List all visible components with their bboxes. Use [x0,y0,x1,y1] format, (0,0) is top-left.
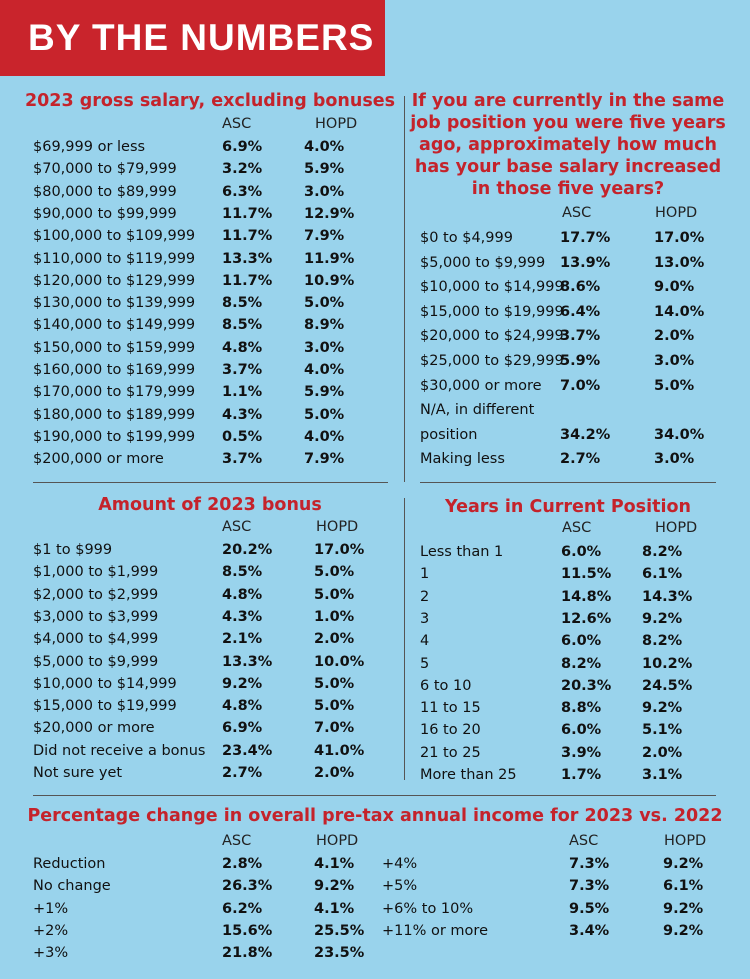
table-row [33,448,393,470]
value-hopd: 24.5% [642,677,693,694]
value-hopd: 9.2% [314,878,355,895]
table-row [420,608,720,630]
row-label: $10,000 to $14,999 [33,675,177,692]
table-row [33,181,393,203]
value-hopd: 3.0% [304,183,345,200]
value-hopd: 6.1% [642,566,683,583]
value-asc: 3.7% [222,451,263,468]
banner-title: BY THE NUMBERS [0,0,385,76]
table-row [420,252,720,274]
table-row [420,653,720,675]
value-asc: 7.0% [560,377,601,394]
value-hopd: 3.0% [654,353,695,369]
table-row [33,740,393,762]
row-label: $10,000 to $14,999 [420,279,564,296]
row-label: $170,000 to $179,999 [33,384,196,401]
row-label: 11 to 15 [420,700,481,717]
row-label: Not sure yet [33,765,123,781]
row-label: $20,000 or more [33,720,155,737]
table-row [33,673,393,695]
row-label: 6 to 10 [420,677,472,694]
salary-section-title: 2023 gross salary, excluding bonuses [24,91,396,111]
value-asc: 4.8% [222,339,263,356]
value-asc: 3.2% [222,161,263,178]
value-hopd: 9.0% [654,279,695,296]
value-asc: 17.7% [560,230,611,246]
value-asc: 23.4% [222,742,273,759]
table-row [33,136,393,158]
value-asc: 3.4% [569,922,610,939]
row-label: 16 to 20 [420,722,481,739]
value-asc: 3.7% [222,362,263,378]
value-asc: 13.9% [560,254,611,271]
table-row [33,942,373,964]
value-hopd: 14.3% [642,588,693,605]
table-row [33,717,393,739]
row-label: $130,000 to $139,999 [33,295,196,312]
row-label: 1 [420,566,430,583]
table-row [420,764,720,786]
value-hopd: 10.0% [314,653,365,670]
table-row [420,424,720,446]
row-label: $2,000 to $2,999 [33,586,159,603]
value-hopd: 12.9% [304,205,355,222]
value-hopd: 10.2% [642,655,693,672]
column-header-hopd: HOPD [315,116,358,132]
row-label: $30,000 or more [420,377,542,394]
column-header-hopd: HOPD [655,520,698,536]
table-row [382,898,722,920]
row-label: Did not receive a bonus [33,742,206,759]
table-row [420,325,720,347]
value-asc: 34.2% [560,426,611,443]
value-asc: 4.3% [222,608,263,625]
value-asc: 11.7% [222,205,273,222]
value-asc: 8.5% [222,317,263,334]
value-hopd: 41.0% [314,742,365,759]
row-label: $0 to $4,999 [420,230,513,246]
value-hopd: 9.2% [663,922,704,939]
row-label: +1% [33,900,69,917]
value-asc: 4.3% [222,406,263,423]
table-row [33,561,393,583]
value-asc: 26.3% [222,878,273,895]
value-hopd: 11.9% [304,250,355,267]
row-label: Less than 1 [420,544,504,560]
table-row [33,651,393,673]
value-hopd: 8.2% [642,633,683,650]
salary-increase-title-line: ago, approximately how much [419,135,717,155]
value-asc: 1.7% [561,767,602,783]
value-hopd: 5.9% [304,161,345,178]
table-row [420,719,720,741]
value-asc: 5.9% [560,353,601,369]
table-row [33,695,393,717]
row-label: $160,000 to $169,999 [33,362,196,378]
value-hopd: 23.5% [314,945,365,962]
column-header-asc: ASC [222,833,252,849]
value-asc: 9.5% [569,900,610,917]
table-row [33,584,393,606]
value-hopd: 3.0% [654,451,695,468]
value-hopd: 17.0% [654,230,705,246]
value-asc: 6.0% [561,633,602,650]
value-asc: 9.2% [222,675,263,692]
value-hopd: 17.0% [314,542,365,558]
table-row [420,563,720,585]
value-asc: 7.3% [569,856,610,872]
row-label: $4,000 to $4,999 [33,631,159,648]
value-asc: 6.0% [561,722,602,739]
value-hopd: 14.0% [654,303,705,320]
row-label: $90,000 to $99,999 [33,205,177,222]
divider-increase-years [420,482,716,483]
value-asc: 8.2% [561,655,602,672]
row-label: $15,000 to $19,999 [33,698,177,715]
column-header-asc: ASC [222,519,252,535]
column-header-hopd: HOPD [316,833,359,849]
table-row [33,292,393,314]
column-header-hopd: HOPD [664,833,707,849]
row-label: 3 [420,610,430,627]
value-asc: 11.7% [222,272,273,289]
value-asc: 2.1% [222,631,263,648]
value-asc: 8.5% [222,295,263,312]
value-hopd: 1.0% [314,608,355,625]
value-hopd: 4.0% [304,362,345,378]
value-hopd: 9.2% [663,900,704,917]
value-hopd: 2.0% [314,765,355,781]
divider-change [33,795,716,796]
value-hopd: 9.2% [642,700,683,717]
value-asc: 6.4% [560,303,601,320]
row-label: $1 to $999 [33,542,113,558]
table-row [33,203,393,225]
row-label: $110,000 to $119,999 [33,250,196,267]
table-row [420,227,720,249]
divider-salary-bonus [33,482,388,483]
value-asc: 6.2% [222,900,263,917]
table-row [33,314,393,336]
value-asc: 8.5% [222,564,263,581]
value-hopd: 5.0% [654,377,695,394]
table-row [420,586,720,608]
row-label: More than 25 [420,767,517,783]
value-asc: 2.7% [560,451,601,468]
value-asc: 4.8% [222,698,263,715]
column-header-asc: ASC [562,520,592,536]
row-label: $20,000 to $24,999 [420,328,564,345]
row-label: $5,000 to $9,999 [33,653,159,670]
table-row [382,853,722,875]
value-hopd: 8.2% [642,544,683,560]
value-asc: 21.8% [222,945,273,962]
table-row [382,920,722,942]
value-hopd: 5.0% [314,564,355,581]
row-label: $140,000 to $149,999 [33,317,196,334]
value-asc: 6.0% [561,544,602,560]
row-label: $5,000 to $9,999 [420,254,546,271]
salary-increase-title-line: in those five years? [471,179,665,199]
row-label: $100,000 to $109,999 [33,228,196,245]
value-asc: 2.7% [222,765,263,781]
value-hopd: 7.0% [314,720,355,737]
table-row [420,675,720,697]
table-row [33,404,393,426]
value-hopd: 5.0% [314,675,355,692]
row-label: $190,000 to $199,999 [33,428,196,445]
value-hopd: 4.0% [304,428,345,445]
column-header-asc: ASC [569,833,599,849]
value-hopd: 4.0% [304,139,345,155]
row-label: $120,000 to $129,999 [33,272,196,289]
value-hopd: 7.9% [304,228,345,245]
table-row [33,248,393,270]
value-hopd: 5.9% [304,384,345,401]
table-row [33,762,393,784]
column-divider-top [404,96,405,482]
row-label: +4% [382,856,418,872]
table-row [420,301,720,323]
column-header-hopd: HOPD [316,519,359,535]
table-row [33,337,393,359]
table-row [420,375,720,397]
table-row [420,399,720,421]
row-label: $70,000 to $79,999 [33,161,177,178]
value-asc: 15.6% [222,922,273,939]
row-label: $25,000 to $29,999 [420,353,564,369]
value-asc: 20.3% [561,677,612,694]
table-row [33,898,373,920]
row-label: Making less [420,451,505,468]
value-asc: 7.3% [569,878,610,895]
value-hopd: 34.0% [654,426,705,443]
value-asc: 20.2% [222,542,273,558]
value-asc: 3.7% [560,328,601,345]
value-hopd: 13.0% [654,254,705,271]
value-hopd: 2.0% [314,631,355,648]
column-header-asc: ASC [222,116,252,132]
column-header-hopd: HOPD [655,205,698,221]
value-asc: 14.8% [561,588,612,605]
value-hopd: 5.0% [314,586,355,603]
value-asc: 8.8% [561,700,602,717]
table-row [420,541,720,563]
value-hopd: 9.2% [663,856,704,872]
row-label: 5 [420,655,430,672]
bonus-section-title: Amount of 2023 bonus [98,495,322,515]
row-label: $1,000 to $1,999 [33,564,159,581]
row-label: Reduction [33,856,106,872]
table-row [33,920,373,942]
value-asc: 6.9% [222,139,263,155]
table-row [420,697,720,719]
row-label: $180,000 to $189,999 [33,406,196,423]
value-asc: 1.1% [222,384,263,401]
table-row [33,225,393,247]
row-label: $69,999 or less [33,139,146,155]
value-asc: 4.8% [222,586,263,603]
table-row [33,381,393,403]
table-row [33,853,373,875]
years-section-title: Years in Current Position [445,497,691,517]
value-hopd: 4.1% [314,900,355,917]
value-hopd: 3.0% [304,339,345,356]
value-hopd: 6.1% [663,878,704,895]
value-hopd: 8.9% [304,317,345,334]
row-label: $200,000 or more [33,451,164,468]
table-row [382,875,722,897]
value-asc: 11.5% [561,566,612,583]
value-hopd: 5.0% [304,295,345,312]
table-row [420,742,720,764]
value-hopd: 2.0% [654,328,695,345]
column-header-asc: ASC [562,205,592,221]
salary-increase-title-line: job position you were five years [410,113,726,133]
value-asc: 12.6% [561,610,612,627]
salary-increase-title-line: has your base salary increased [414,157,722,177]
row-label: 4 [420,633,430,650]
table-row [33,426,393,448]
table-row [33,875,373,897]
table-row [33,606,393,628]
row-label: +2% [33,922,69,939]
value-hopd: 5.0% [314,698,355,715]
value-hopd: 10.9% [304,272,355,289]
row-label: +5% [382,878,418,895]
row-label: +3% [33,945,69,962]
row-label: $80,000 to $89,999 [33,183,177,200]
row-label: 2 [420,588,430,605]
row-label: No change [33,878,111,895]
table-row [33,158,393,180]
row-label: 21 to 25 [420,744,481,761]
value-asc: 0.5% [222,428,263,445]
row-label: N/A, in different [420,402,535,419]
value-asc: 13.3% [222,653,273,670]
value-asc: 3.9% [561,744,602,761]
table-row [33,628,393,650]
value-hopd: 5.0% [304,406,345,423]
row-label: +11% or more [382,922,488,939]
table-row [33,359,393,381]
value-hopd: 3.1% [642,767,683,783]
value-asc: 13.3% [222,250,273,267]
table-row [420,276,720,298]
income-change-title: Percentage change in overall pre-tax annual income for 2023 vs. 2022 [27,806,723,826]
value-asc: 8.6% [560,279,601,296]
table-row [420,630,720,652]
row-label: position [420,426,478,443]
table-row [33,539,393,561]
row-label: $3,000 to $3,999 [33,608,159,625]
value-hopd: 25.5% [314,922,365,939]
column-divider-middle [404,498,405,780]
row-label: $150,000 to $159,999 [33,339,196,356]
table-row [33,270,393,292]
value-hopd: 5.1% [642,722,683,739]
value-asc: 6.3% [222,183,263,200]
value-asc: 11.7% [222,228,273,245]
value-asc: 2.8% [222,856,263,872]
table-row [420,448,720,470]
row-label: $15,000 to $19,999 [420,303,564,320]
value-hopd: 4.1% [314,856,355,872]
table-row [420,350,720,372]
value-hopd: 7.9% [304,451,345,468]
value-hopd: 2.0% [642,744,683,761]
value-asc: 6.9% [222,720,263,737]
salary-increase-title-line: If you are currently in the same [411,91,725,111]
value-hopd: 9.2% [642,610,683,627]
row-label: +6% to 10% [382,900,474,917]
